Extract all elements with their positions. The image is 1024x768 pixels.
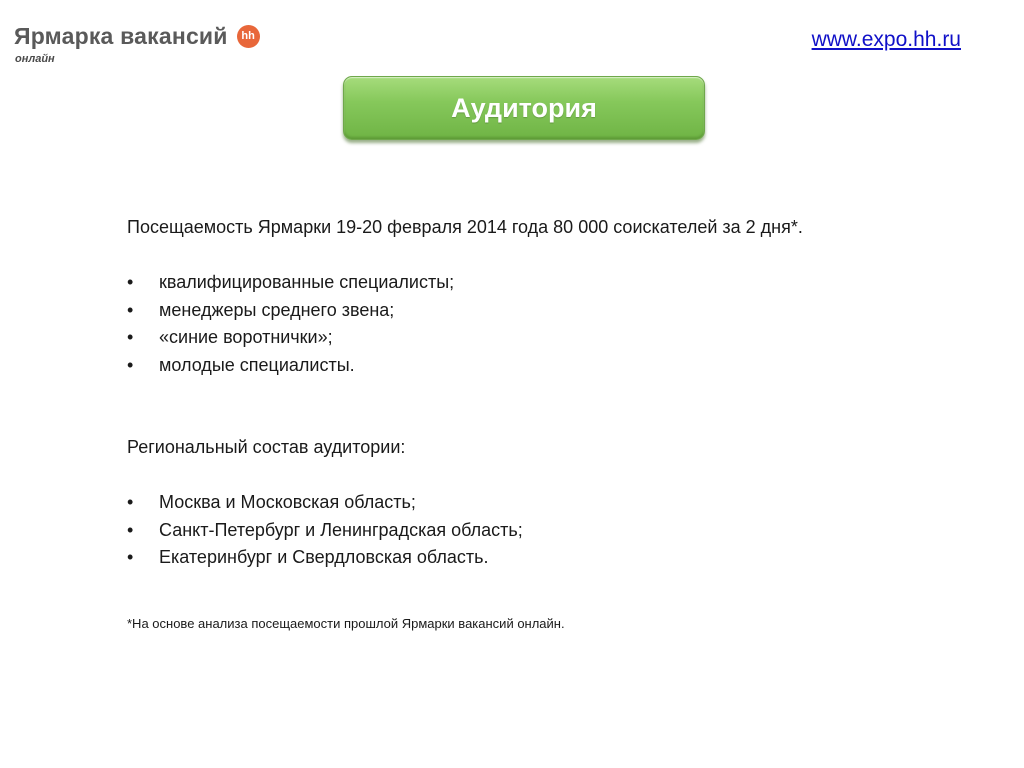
intro-text: Посещаемость Ярмарки 19-20 февраля 2014 года 80 000 соискателей за 2 дня*.: [127, 217, 803, 237]
list-item: [127, 269, 957, 297]
list-item-text: Санкт-Петербург и Ленинградская область;: [159, 519, 523, 540]
list-item-text: молодые специалисты.: [159, 354, 355, 375]
list-item: [127, 352, 957, 380]
list-item-text: «синие воротнички»;: [159, 327, 333, 347]
logo-subtitle: онлайн: [15, 53, 55, 65]
regional-list: [127, 489, 957, 572]
bullet-icon: •: [127, 492, 134, 512]
content: [127, 214, 957, 634]
bullet-icon: •: [127, 299, 134, 320]
spacer: [127, 462, 957, 490]
bullet-icon: •: [127, 327, 134, 347]
bullet-icon: •: [127, 547, 134, 567]
list-item-text: менеджеры среднего звена;: [159, 299, 395, 320]
title-banner: [343, 76, 705, 140]
page-title: Аудитория: [451, 92, 597, 123]
bullet-icon: •: [127, 354, 134, 375]
footnote: *На основе анализа посещаемости прошлой Ярмарки вакансий онлайн.: [127, 615, 565, 631]
list-item-text: Москва и Московская область;: [159, 492, 416, 512]
bullet-icon: •: [127, 272, 134, 292]
list-item-text: квалифицированные специалисты;: [159, 272, 455, 292]
audience-list: [127, 269, 957, 379]
spacer: [127, 242, 957, 270]
logo-title: Ярмарка вакансий: [14, 23, 228, 49]
list-item: [127, 297, 957, 325]
list-item-text: Екатеринбург и Свердловская область.: [159, 547, 489, 567]
regional-heading: Региональный состав аудитории:: [127, 437, 406, 457]
logo-row: [14, 22, 260, 50]
list-item: [127, 489, 957, 517]
site-link[interactable]: www.expo.hh.ru: [811, 28, 961, 51]
list-item: [127, 544, 957, 572]
bullet-icon: •: [127, 519, 134, 540]
logo[interactable]: [14, 22, 260, 65]
list-item: [127, 517, 957, 545]
spacer: [127, 379, 957, 434]
spacer: [127, 572, 957, 614]
list-item: [127, 324, 957, 352]
hh-logo-icon: hh: [237, 25, 260, 48]
